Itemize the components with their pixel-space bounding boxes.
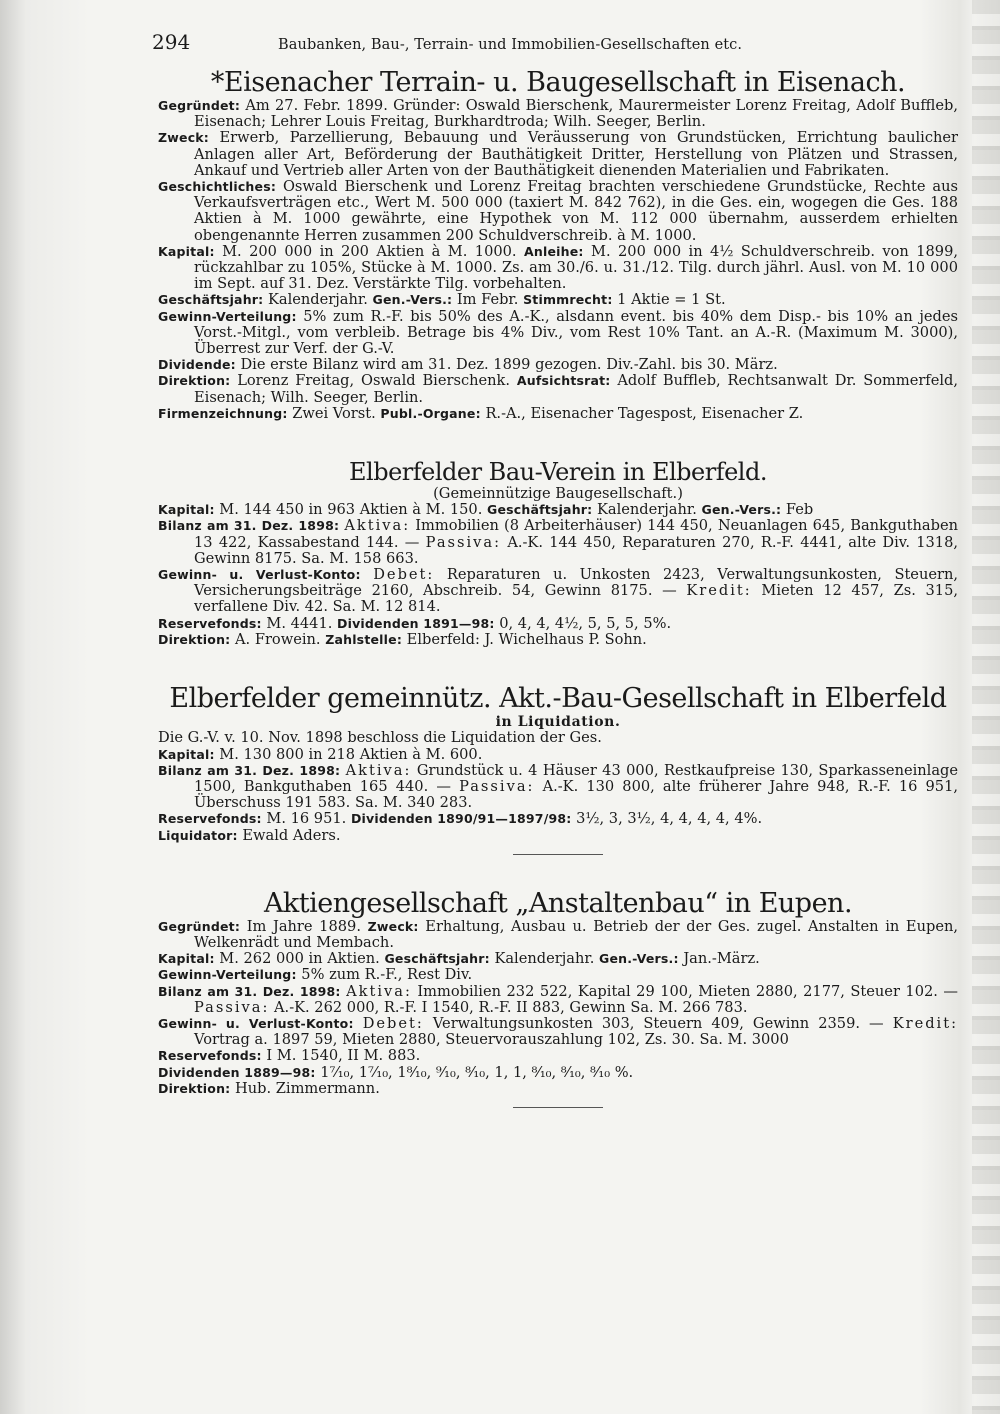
section-anstaltenbau bbox=[158, 889, 958, 1108]
entry-kapital: Kapital: M. 144 450 in 963 Aktien à M. 150. Geschäftsjahr: Kalenderjahr. Gen.-Vers.: Feb bbox=[158, 501, 814, 519]
binding-edge bbox=[972, 0, 1000, 1414]
section-elberfelder-gemeinnuetz bbox=[158, 684, 958, 855]
section-title: Elberfelder Bau-Verein in Elberfeld. bbox=[349, 458, 767, 487]
entry-geschaeftsjahr: Geschäftsjahr: Kalenderjahr. Gen.-Vers.: Im Febr. Stimmrecht: 1 Aktie = 1 St. bbox=[158, 291, 726, 309]
section-title: Aktiengesellschaft „Anstaltenbau“ in Eupen. bbox=[263, 887, 853, 919]
section-title: Elberfelder gemeinnütz. Akt.-Bau-Gesellschaft in Elberfeld bbox=[169, 683, 947, 715]
section-eisenacher bbox=[158, 68, 958, 422]
entry-gegruendet: Gegründet: Im Jahre 1889. Zweck: Erhaltung, Ausbau u. Betrieb der der Ges. zugel. Anstalten in Eupen, Welkenrädt und Membach. bbox=[158, 917, 958, 951]
entry-bilanz: Bilanz am 31. Dez. 1898: Aktiva: Immobilien (8 Arbeiterhäuser) 144 450, Neuanlagen 645, Bankguthaben 13 422, Kassabestand 144. — Passiva: A.-K. 144 450, Reparaturen 270, R.-F. 4441, alte Div. 1318, Gewinn 8175. Sa. M. 158 663. bbox=[158, 517, 959, 567]
entry-dividende: Dividende: Die erste Bilanz wird am 31. Dez. 1899 gezogen. Div.-Zahl. bis 30. März. bbox=[158, 356, 778, 374]
page-content bbox=[152, 30, 959, 1108]
entry-gewinn-verteilung: Gewinn-Verteilung: 5% zum R.-F., Rest Div. bbox=[158, 966, 473, 984]
entry-reservefonds: Reservefonds: M. 4441. Dividenden 1891—98: 0, 4, 4, 4½, 5, 5, 5, 5%. bbox=[158, 614, 672, 632]
entry-direktion: Direktion: Lorenz Freitag, Oswald Bierschenk. Aufsichtsrat: Adolf Buffleb, Rechtsanwalt Dr. Sommerfeld, Eisenach; Wilh. Seeger, Berlin. bbox=[158, 372, 958, 406]
entry-zweck: Zweck: Erwerb, Parzellierung, Bebauung und Veräusserung von Grundstücken, Errichtung baulicher Anlagen aller Art, Beförderung der Bauthätigkeit Dritter, Herstellung von Plätzen und Strassen, Ankauf und Vertrieb aller Arten von der Bauthätigkeit dienenden Materialien und Fabrikaten. bbox=[158, 129, 959, 179]
section-divider bbox=[513, 854, 603, 855]
entry-kapital: Kapital: M. 262 000 in Aktien. Geschäftsjahr: Kalenderjahr. Gen.-Vers.: Jan.-März. bbox=[158, 950, 760, 968]
running-title: Baubanken, Bau-, Terrain- und Immobilien-Gesellschaften etc. bbox=[278, 37, 743, 53]
entry-direktion: Direktion: Hub. Zimmermann. bbox=[158, 1079, 380, 1097]
section-subtitle: in Liquidation. bbox=[495, 714, 621, 731]
entry-kapital: Kapital: M. 200 000 in 200 Aktien à M. 1000. Anleihe: M. 200 000 in 4½ Schuldverschreib. von 1899, rückzahlbar zu 105%, Stücke à M. 1000. Zs. am 30./6. u. 31./12. Tilg. durch jährl. Ausl. von M. 10 000 im Sept. auf 31. Dez. Verstärkte Tilg. vorbehalten. bbox=[158, 242, 959, 293]
entry-bilanz: Bilanz am 31. Dez. 1898: Aktiva: Grundstück u. 4 Häuser 43 000, Restkaufpreise 130, Sparkasseneinlage 1500, Bankguthaben 165 440. — Passiva: A.-K. 130 800, alte früherer Jahre 948, R.-F. 16 951, Überschuss 191 583. Sa. M. 340 283. bbox=[158, 761, 959, 812]
section-intro: Die G.-V. v. 10. Nov. 1898 beschloss die Liquidation der Ges. bbox=[158, 729, 602, 747]
entry-reservefonds: Reservefonds: I M. 1540, II M. 883. bbox=[158, 1047, 421, 1065]
entry-gewinn-verteilung: Gewinn-Verteilung: 5% zum R.-F. bis 50% des A.-K., alsdann event. bis 40% dem Disp.- bis 10% an jedes Vorst.-Mitgl., vom verbleib. Betrage bis 4% Div., vom Rest 10% Tant. an A.-R. (Maximum M. 3000), Überrest zur Verf. der G.-V. bbox=[158, 307, 958, 358]
running-header bbox=[152, 30, 958, 62]
entry-direktion: Direktion: A. Frowein. Zahlstelle: Elberfeld: J. Wichelhaus P. Sohn. bbox=[158, 630, 647, 648]
page-number: 294 bbox=[152, 30, 191, 54]
entry-gewinn-verlust: Gewinn- u. Verlust-Konto: Debet: Reparaturen u. Unkosten 2423, Verwaltungsunkosten, Steuern, Versicherungsbeiträge 2160, Abschreib. 54, Gewinn 8175. — Kredit: Mieten 12 457, Zs. 315, verfallene Div. 42. Sa. M. 12 814. bbox=[158, 566, 959, 616]
entry-bilanz: Bilanz am 31. Dez. 1898: Aktiva: Immobilien 232 522, Kapital 29 100, Mieten 2880, 2177, Steuer 102. — Passiva: A.-K. 262 000, R.-F. I 1540, R.-F. II 883, Gewinn Sa. M. 266 783. bbox=[158, 982, 959, 1016]
entry-gegruendet: Gegründet: Am 27. Febr. 1899. Gründer: Oswald Bierschenk, Maurermeister Lorenz Freitag, Adolf Buffleb, Eisenach; Lehrer Louis Freitag, Burkhardtroda; Wilh. Seeger, Berlin. bbox=[158, 97, 958, 131]
section-subtitle: (Gemeinnützige Baugesellschaft.) bbox=[433, 485, 683, 503]
section-title: *Eisenacher Terrain- u. Baugesellschaft in Eisenach. bbox=[210, 67, 906, 98]
entry-kapital: Kapital: M. 130 800 in 218 Aktien à M. 600. bbox=[158, 745, 483, 763]
section-divider bbox=[513, 1107, 603, 1108]
entry-firmenzeichnung: Firmenzeichnung: Zwei Vorst. Publ.-Organe: R.-A., Eisenacher Tagespost, Eisenacher Z. bbox=[158, 404, 804, 422]
entry-geschichtliches: Geschichtliches: Oswald Bierschenk und Lorenz Freitag brachten verschiedene Grundstücke, Rechte aus Verkaufsverträgen etc., Wert M. 500 000 (taxiert M. 842 762), in die Ges. ein, wogegen die Ges. 188 Aktien à M. 1000 gewährte, eine Hypothek von M. 112 000 übernahm, ausserdem erhielten obengenannte Herren zusammen 200 Schuldverschreib. à M. 1000. bbox=[158, 178, 958, 244]
entry-liquidator: Liquidator: Ewald Aders. bbox=[158, 826, 341, 844]
entry-reservefonds: Reservefonds: M. 16 951. Dividenden 1890/91—1897/98: 3½, 3, 3½, 4, 4, 4, 4, 4%. bbox=[158, 810, 763, 828]
section-elberfelder-bau-verein bbox=[158, 458, 958, 648]
entry-gewinn-verlust: Gewinn- u. Verlust-Konto: Debet: Verwaltungsunkosten 303, Steuern 409, Gewinn 2359. — Kredit: Vortrag a. 1897 59, Mieten 2880, Steuervorauszahlung 102, Zs. 30. Sa. M. 3000 bbox=[158, 1014, 958, 1049]
entry-dividenden: Dividenden 1889—98: 1⁷⁄₁₀, 1⁷⁄₁₀, 1⁸⁄₁₀, ⁹⁄₁₀, ⁸⁄₁₀, 1, 1, ⁸⁄₁₀, ⁸⁄₁₀, ⁸⁄₁₀ %. bbox=[158, 1063, 634, 1081]
